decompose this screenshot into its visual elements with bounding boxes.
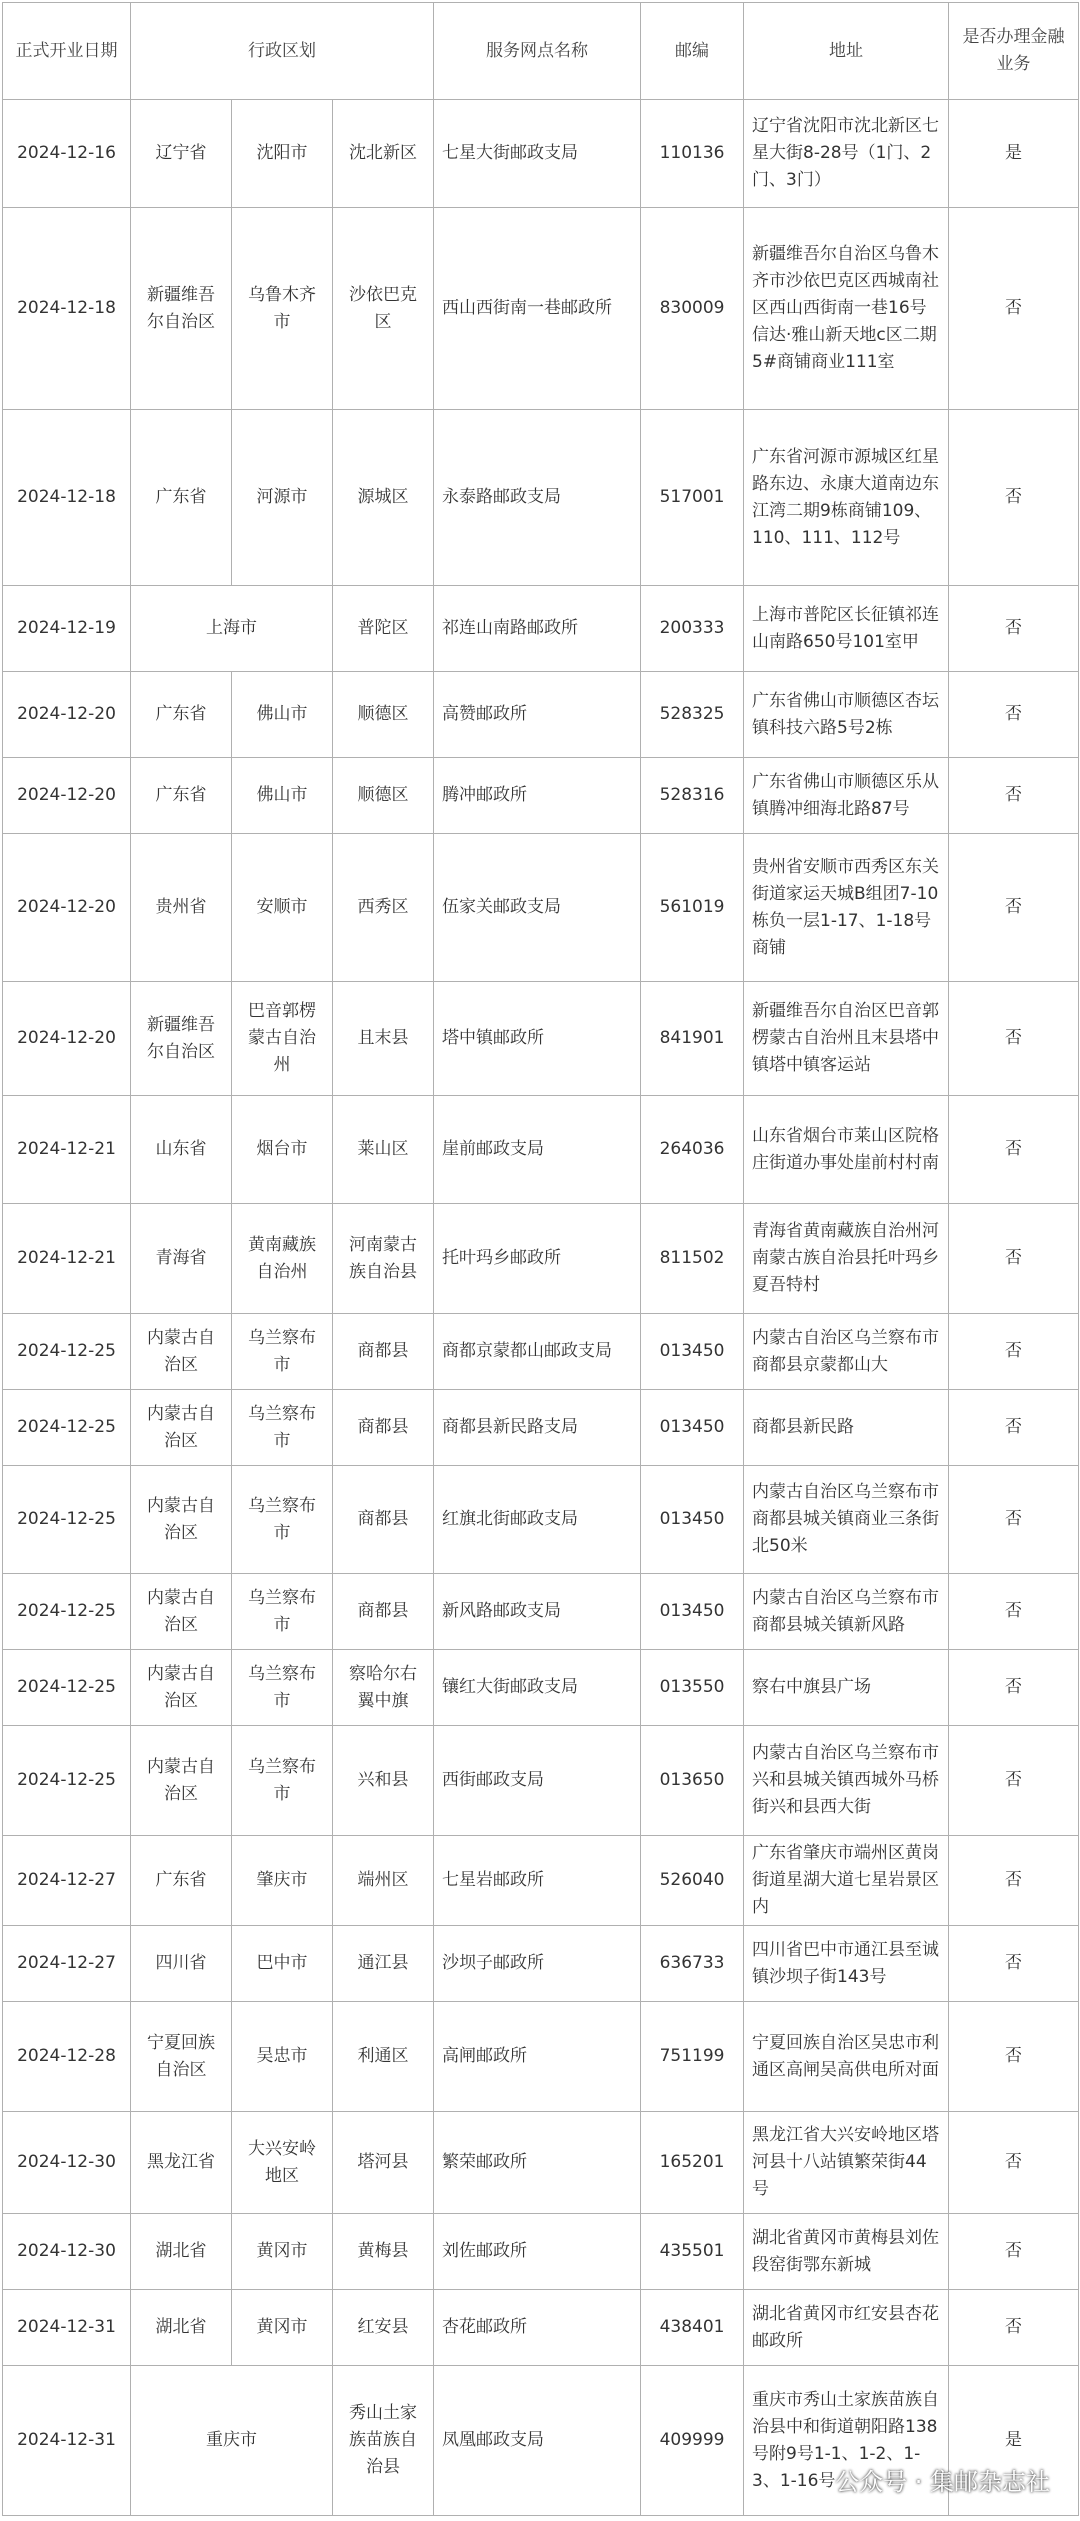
- finance-cell: 否: [949, 1204, 1079, 1314]
- province-cell: 内蒙古自治区: [131, 1574, 232, 1650]
- finance-cell: 否: [949, 1466, 1079, 1574]
- city-cell: 乌兰察布市: [232, 1726, 333, 1836]
- date-cell: 2024-12-25: [3, 1390, 131, 1466]
- table-row: [3, 586, 1079, 672]
- name-cell: 沙坝子邮政所: [434, 1926, 641, 2002]
- city-cell: 沈阳市: [232, 100, 333, 208]
- zip-cell: 438401: [641, 2290, 744, 2366]
- province-cell: 黑龙江省: [131, 2112, 232, 2214]
- province-cell: 内蒙古自治区: [131, 1314, 232, 1390]
- province-cell: 湖北省: [131, 2214, 232, 2290]
- date-cell: 2024-12-30: [3, 2214, 131, 2290]
- district-cell: 塔河县: [333, 2112, 434, 2214]
- zip-cell: 841901: [641, 982, 744, 1096]
- date-cell: 2024-12-21: [3, 1096, 131, 1204]
- date-cell: 2024-12-20: [3, 834, 131, 982]
- name-cell: 祁连山南路邮政所: [434, 586, 641, 672]
- province-cell: 青海省: [131, 1204, 232, 1314]
- table-row: [3, 1096, 1079, 1204]
- table-row: [3, 1466, 1079, 1574]
- table-row: [3, 208, 1079, 410]
- table-row: [3, 2112, 1079, 2214]
- district-cell: 利通区: [333, 2002, 434, 2112]
- finance-cell: 否: [949, 758, 1079, 834]
- table-row: [3, 100, 1079, 208]
- district-cell: 红安县: [333, 2290, 434, 2366]
- address-cell: 内蒙古自治区乌兰察布市商都县京蒙都山大: [744, 1314, 949, 1390]
- address-cell: 四川省巴中市通江县至诚镇沙坝子街143号: [744, 1926, 949, 2002]
- district-cell: 河南蒙古族自治县: [333, 1204, 434, 1314]
- province-cell: 新疆维吾尔自治区: [131, 208, 232, 410]
- date-cell: 2024-12-20: [3, 982, 131, 1096]
- city-cell: 乌鲁木齐市: [232, 208, 333, 410]
- table-row: [3, 2002, 1079, 2112]
- address-cell: 广东省河源市源城区红星路东边、永康大道南边东江湾二期9栋商铺109、110、111、112号: [744, 410, 949, 586]
- zip-cell: 526040: [641, 1836, 744, 1926]
- district-cell: 莱山区: [333, 1096, 434, 1204]
- zip-cell: 435501: [641, 2214, 744, 2290]
- date-cell: 2024-12-27: [3, 1836, 131, 1926]
- province-cell: 山东省: [131, 1096, 232, 1204]
- address-cell: 内蒙古自治区乌兰察布市商都县城关镇新风路: [744, 1574, 949, 1650]
- name-cell: 高赞邮政所: [434, 672, 641, 758]
- address-cell: 山东省烟台市莱山区院格庄街道办事处崖前村村南: [744, 1096, 949, 1204]
- table-row: [3, 758, 1079, 834]
- table-row: [3, 1650, 1079, 1726]
- table-row: [3, 834, 1079, 982]
- date-cell: 2024-12-30: [3, 2112, 131, 2214]
- city-cell: 烟台市: [232, 1096, 333, 1204]
- district-cell: 源城区: [333, 410, 434, 586]
- address-cell: 湖北省黄冈市黄梅县刘佐段窑街鄂东新城: [744, 2214, 949, 2290]
- finance-cell: 否: [949, 586, 1079, 672]
- finance-cell: 否: [949, 1574, 1079, 1650]
- zip-cell: 013450: [641, 1314, 744, 1390]
- zip-cell: 264036: [641, 1096, 744, 1204]
- table-row: [3, 1574, 1079, 1650]
- date-cell: 2024-12-27: [3, 1926, 131, 2002]
- address-cell: 辽宁省沈阳市沈北新区七星大街8-28号（1门、2门、3门）: [744, 100, 949, 208]
- province-cell: 重庆市: [131, 2366, 333, 2516]
- finance-cell: 否: [949, 1726, 1079, 1836]
- finance-cell: 否: [949, 1836, 1079, 1926]
- name-cell: 西街邮政支局: [434, 1726, 641, 1836]
- finance-cell: 是: [949, 2366, 1079, 2516]
- zip-cell: 528325: [641, 672, 744, 758]
- zip-cell: 517001: [641, 410, 744, 586]
- name-cell: 崖前邮政支局: [434, 1096, 641, 1204]
- district-cell: 顺德区: [333, 672, 434, 758]
- table-row: [3, 2214, 1079, 2290]
- district-cell: 端州区: [333, 1836, 434, 1926]
- zip-cell: 200333: [641, 586, 744, 672]
- district-cell: 秀山土家族苗族自治县: [333, 2366, 434, 2516]
- city-cell: 佛山市: [232, 672, 333, 758]
- table-row: [3, 410, 1079, 586]
- city-cell: 黄冈市: [232, 2214, 333, 2290]
- address-cell: 宁夏回族自治区吴忠市利通区高闸吴高供电所对面: [744, 2002, 949, 2112]
- header-zip: 邮编: [641, 3, 744, 100]
- zip-cell: 110136: [641, 100, 744, 208]
- finance-cell: 否: [949, 410, 1079, 586]
- province-cell: 内蒙古自治区: [131, 1466, 232, 1574]
- city-cell: 巴音郭楞蒙古自治州: [232, 982, 333, 1096]
- table-row: [3, 2290, 1079, 2366]
- district-cell: 通江县: [333, 1926, 434, 2002]
- finance-cell: 是: [949, 100, 1079, 208]
- zip-cell: 013550: [641, 1650, 744, 1726]
- date-cell: 2024-12-21: [3, 1204, 131, 1314]
- district-cell: 沈北新区: [333, 100, 434, 208]
- district-cell: 黄梅县: [333, 2214, 434, 2290]
- city-cell: 肇庆市: [232, 1836, 333, 1926]
- district-cell: 顺德区: [333, 758, 434, 834]
- date-cell: 2024-12-20: [3, 672, 131, 758]
- name-cell: 托叶玛乡邮政所: [434, 1204, 641, 1314]
- zip-cell: 811502: [641, 1204, 744, 1314]
- date-cell: 2024-12-25: [3, 1726, 131, 1836]
- table-row: [3, 672, 1079, 758]
- finance-cell: 否: [949, 1926, 1079, 2002]
- zip-cell: 409999: [641, 2366, 744, 2516]
- header-finance: 是否办理金融业务: [949, 3, 1079, 100]
- district-cell: 兴和县: [333, 1726, 434, 1836]
- name-cell: 永泰路邮政支局: [434, 410, 641, 586]
- name-cell: 高闸邮政所: [434, 2002, 641, 2112]
- date-cell: 2024-12-19: [3, 586, 131, 672]
- zip-cell: 561019: [641, 834, 744, 982]
- district-cell: 西秀区: [333, 834, 434, 982]
- city-cell: 佛山市: [232, 758, 333, 834]
- name-cell: 七星岩邮政所: [434, 1836, 641, 1926]
- name-cell: 西山西街南一巷邮政所: [434, 208, 641, 410]
- province-cell: 内蒙古自治区: [131, 1650, 232, 1726]
- city-cell: 河源市: [232, 410, 333, 586]
- finance-cell: 否: [949, 834, 1079, 982]
- name-cell: 商都县新民路支局: [434, 1390, 641, 1466]
- finance-cell: 否: [949, 2002, 1079, 2112]
- name-cell: 红旗北街邮政支局: [434, 1466, 641, 1574]
- name-cell: 新风路邮政支局: [434, 1574, 641, 1650]
- zip-cell: 528316: [641, 758, 744, 834]
- district-cell: 察哈尔右翼中旗: [333, 1650, 434, 1726]
- zip-cell: 636733: [641, 1926, 744, 2002]
- header-row: [3, 3, 1079, 100]
- province-cell: 广东省: [131, 758, 232, 834]
- finance-cell: 否: [949, 1390, 1079, 1466]
- zip-cell: 751199: [641, 2002, 744, 2112]
- city-cell: 乌兰察布市: [232, 1650, 333, 1726]
- name-cell: 塔中镇邮政所: [434, 982, 641, 1096]
- name-cell: 伍家关邮政支局: [434, 834, 641, 982]
- province-cell: 广东省: [131, 1836, 232, 1926]
- finance-cell: 否: [949, 1096, 1079, 1204]
- zip-cell: 013450: [641, 1390, 744, 1466]
- header-region: 行政区划: [131, 3, 434, 100]
- finance-cell: 否: [949, 2290, 1079, 2366]
- province-cell: 辽宁省: [131, 100, 232, 208]
- city-cell: 安顺市: [232, 834, 333, 982]
- name-cell: 刘佐邮政所: [434, 2214, 641, 2290]
- district-cell: 商都县: [333, 1390, 434, 1466]
- address-cell: 新疆维吾尔自治区乌鲁木齐市沙依巴克区西城南社区西山西街南一巷16号信达·雅山新天地c区二期5#商铺商业111室: [744, 208, 949, 410]
- date-cell: 2024-12-31: [3, 2366, 131, 2516]
- province-cell: 湖北省: [131, 2290, 232, 2366]
- zip-cell: 013450: [641, 1574, 744, 1650]
- date-cell: 2024-12-28: [3, 2002, 131, 2112]
- district-cell: 商都县: [333, 1574, 434, 1650]
- address-cell: 重庆市秀山土家族苗族自治县中和街道朝阳路138号附9号1-1、1-2、1-3、1-16号: [744, 2366, 949, 2516]
- district-cell: 商都县: [333, 1314, 434, 1390]
- name-cell: 杏花邮政所: [434, 2290, 641, 2366]
- finance-cell: 否: [949, 208, 1079, 410]
- date-cell: 2024-12-25: [3, 1574, 131, 1650]
- watermark: 公众号 · 集邮杂志社: [835, 2468, 1050, 2496]
- address-cell: 贵州省安顺市西秀区东关街道家运天城B组团7-10栋负一层1-17、1-18号商铺: [744, 834, 949, 982]
- date-cell: 2024-12-25: [3, 1650, 131, 1726]
- name-cell: 凤凰邮政支局: [434, 2366, 641, 2516]
- header-address: 地址: [744, 3, 949, 100]
- zip-cell: 013450: [641, 1466, 744, 1574]
- table-row: [3, 1314, 1079, 1390]
- zip-cell: 830009: [641, 208, 744, 410]
- finance-cell: 否: [949, 982, 1079, 1096]
- address-cell: 青海省黄南藏族自治州河南蒙古族自治县托叶玛乡夏吾特村: [744, 1204, 949, 1314]
- table-row: [3, 1926, 1079, 2002]
- province-cell: 贵州省: [131, 834, 232, 982]
- address-cell: 广东省肇庆市端州区黄岗街道星湖大道七星岩景区内: [744, 1836, 949, 1926]
- city-cell: 乌兰察布市: [232, 1390, 333, 1466]
- date-cell: 2024-12-16: [3, 100, 131, 208]
- province-cell: 宁夏回族自治区: [131, 2002, 232, 2112]
- province-cell: 四川省: [131, 1926, 232, 2002]
- province-cell: 内蒙古自治区: [131, 1726, 232, 1836]
- date-cell: 2024-12-31: [3, 2290, 131, 2366]
- date-cell: 2024-12-18: [3, 208, 131, 410]
- post-office-table: [2, 2, 1079, 2516]
- table-row: [3, 1390, 1079, 1466]
- city-cell: 吴忠市: [232, 2002, 333, 2112]
- table-row: [3, 982, 1079, 1096]
- province-cell: 广东省: [131, 672, 232, 758]
- address-cell: 内蒙古自治区乌兰察布市兴和县城关镇西城外马桥街兴和县西大街: [744, 1726, 949, 1836]
- city-cell: 大兴安岭地区: [232, 2112, 333, 2214]
- zip-cell: 165201: [641, 2112, 744, 2214]
- table-row: [3, 1726, 1079, 1836]
- province-cell: 新疆维吾尔自治区: [131, 982, 232, 1096]
- city-cell: 乌兰察布市: [232, 1574, 333, 1650]
- table-row: [3, 1204, 1079, 1314]
- district-cell: 沙依巴克区: [333, 208, 434, 410]
- table-row: [3, 1836, 1079, 1926]
- finance-cell: 否: [949, 2214, 1079, 2290]
- header-date: 正式开业日期: [3, 3, 131, 100]
- city-cell: 黄南藏族自治州: [232, 1204, 333, 1314]
- name-cell: 繁荣邮政所: [434, 2112, 641, 2214]
- name-cell: 镶红大街邮政支局: [434, 1650, 641, 1726]
- address-cell: 察右中旗县广场: [744, 1650, 949, 1726]
- address-cell: 商都县新民路: [744, 1390, 949, 1466]
- name-cell: 商都京蒙都山邮政支局: [434, 1314, 641, 1390]
- city-cell: 巴中市: [232, 1926, 333, 2002]
- address-cell: 广东省佛山市顺德区杏坛镇科技六路5号2栋: [744, 672, 949, 758]
- finance-cell: 否: [949, 1650, 1079, 1726]
- date-cell: 2024-12-25: [3, 1314, 131, 1390]
- province-cell: 广东省: [131, 410, 232, 586]
- date-cell: 2024-12-20: [3, 758, 131, 834]
- zip-cell: 013650: [641, 1726, 744, 1836]
- city-cell: 乌兰察布市: [232, 1466, 333, 1574]
- city-cell: 乌兰察布市: [232, 1314, 333, 1390]
- header-name: 服务网点名称: [434, 3, 641, 100]
- district-cell: 普陀区: [333, 586, 434, 672]
- finance-cell: 否: [949, 2112, 1079, 2214]
- province-cell: 内蒙古自治区: [131, 1390, 232, 1466]
- finance-cell: 否: [949, 1314, 1079, 1390]
- address-cell: 上海市普陀区长征镇祁连山南路650号101室甲: [744, 586, 949, 672]
- date-cell: 2024-12-18: [3, 410, 131, 586]
- address-cell: 新疆维吾尔自治区巴音郭楞蒙古自治州且末县塔中镇塔中镇客运站: [744, 982, 949, 1096]
- district-cell: 商都县: [333, 1466, 434, 1574]
- province-cell: 上海市: [131, 586, 333, 672]
- city-cell: 黄冈市: [232, 2290, 333, 2366]
- district-cell: 且末县: [333, 982, 434, 1096]
- date-cell: 2024-12-25: [3, 1466, 131, 1574]
- address-cell: 黑龙江省大兴安岭地区塔河县十八站镇繁荣街44号: [744, 2112, 949, 2214]
- address-cell: 湖北省黄冈市红安县杏花邮政所: [744, 2290, 949, 2366]
- name-cell: 腾冲邮政所: [434, 758, 641, 834]
- name-cell: 七星大街邮政支局: [434, 100, 641, 208]
- address-cell: 内蒙古自治区乌兰察布市商都县城关镇商业三条街北50米: [744, 1466, 949, 1574]
- address-cell: 广东省佛山市顺德区乐从镇腾冲细海北路87号: [744, 758, 949, 834]
- finance-cell: 否: [949, 672, 1079, 758]
